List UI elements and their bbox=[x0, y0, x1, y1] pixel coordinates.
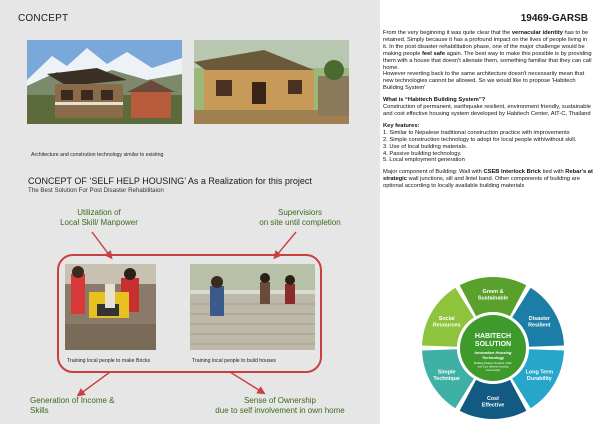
wheel-title-1: HABITECH bbox=[474, 333, 512, 340]
wheel-segment-label: Green & bbox=[482, 289, 504, 295]
wheel-segment-label: Cost bbox=[487, 396, 499, 402]
wheel-sub-3: Building Disaster Resilient, Safer bbox=[474, 362, 512, 365]
arrow-utilization bbox=[92, 232, 110, 256]
project-code: 19469-GARSB bbox=[520, 13, 588, 24]
label-supervisors-line2: on site until completion bbox=[259, 217, 341, 227]
key-feature-4: 4. Passive building technology. bbox=[383, 150, 462, 157]
photo-house-training bbox=[190, 264, 315, 350]
label-supervisors-line1: Supervisiors bbox=[277, 208, 322, 217]
description-text bbox=[383, 30, 593, 190]
label-ownership-line2: due to self involvement in own home bbox=[215, 405, 345, 415]
label-income bbox=[30, 396, 115, 415]
wheel-segment-label: Long Term bbox=[525, 369, 554, 376]
label-income-line2: Skills bbox=[30, 405, 49, 415]
key-feature-5: 5. Local employment generation bbox=[383, 157, 465, 164]
key-feature-3: 3. Use of local building materials. bbox=[383, 143, 468, 150]
page-title: CONCEPT bbox=[18, 13, 69, 24]
wheel-segment-label: Social bbox=[438, 315, 455, 322]
label-ownership-line1: Sense of Ownership bbox=[243, 396, 317, 405]
arrow-income bbox=[80, 372, 110, 394]
label-utilization-line1: Utilization of bbox=[77, 208, 121, 217]
wheel-segment-label: Technique bbox=[433, 375, 460, 382]
habitech-definition: Construction of permanent, earthquake resilient, environment friendly, sustainable and cost effective housing system developed by Habitech Center, AIT-C, Thailand bbox=[383, 104, 591, 117]
habitech-proposal: However reverting back to the same architecture doesn't necessarily mean that new technologies cannot be allowed. So we would like to propose 'Habitech Building System' bbox=[383, 71, 585, 92]
caption-architecture: Architecture and constrution technology similar to existing bbox=[31, 152, 164, 158]
wheel-segment-label: Simple bbox=[437, 369, 456, 376]
caption-bricks: Training local people to make Bricks bbox=[67, 358, 151, 364]
intro-paragraph: From the very beginning it was quite clear that the vernacular identity has to be retained. Simply because it has a profound impact on the lives of people living in it. In the post disaster rehabilitation phase, one of the major challenge would be making people feel safe again. The best way to make this possible is by providing them with a house that doesn't alienate them, something familiar that they can call home. bbox=[383, 30, 592, 71]
arrow-ownership bbox=[230, 372, 262, 392]
self-help-subtitle: The Best Solution For Post Disaster Rehabilitaion bbox=[28, 187, 164, 194]
wheel-segment-label: Durability bbox=[526, 375, 552, 382]
wheel-sub-5: communities bbox=[485, 369, 501, 372]
wheel-segment-label: Sustainable bbox=[477, 295, 509, 302]
label-utilization-line2: Local Skill/ Manpower bbox=[60, 217, 138, 227]
wheel-sub-2: Technology bbox=[481, 355, 505, 360]
wheel-sub-4: and Cost effective housing bbox=[477, 365, 509, 369]
arrow-supervisors bbox=[276, 232, 296, 256]
caption-houses: Training local people to build houses bbox=[192, 358, 277, 364]
key-features-title: Key features: bbox=[383, 122, 420, 129]
right-panel bbox=[380, 0, 600, 424]
wheel-segment-label: Resources bbox=[432, 322, 461, 329]
wheel-segment-label: Resilient bbox=[528, 322, 551, 329]
habitech-wheel bbox=[420, 275, 566, 421]
wheel-segment-label: Effective bbox=[481, 402, 505, 409]
key-feature-2: 2. Simple construction technology to adopt for local people with/without skill. bbox=[383, 136, 577, 143]
wheel-title-2: SOLUTION bbox=[474, 341, 512, 348]
label-ownership bbox=[190, 396, 370, 415]
key-feature-1: 1. Similar to Nepalese traditional construction practice with improvements bbox=[383, 129, 570, 136]
wheel-sub-1: Innovative Housing bbox=[474, 350, 512, 355]
photo-brick-training bbox=[65, 264, 156, 350]
major-component: Major component of Building: Wall with CSEB Interlock Brick tied with Rebar's at strategic wall junctions, sill and lintel band. Other components of building are optional according to locally available building materials bbox=[383, 169, 593, 190]
wheel-segment-label: Disaster bbox=[528, 315, 550, 322]
habitech-question: What is “Habitech Building System”? bbox=[383, 97, 486, 104]
label-income-line1: Generation of Income & bbox=[30, 396, 115, 405]
self-help-title: CONCEPT OF ‘SELF HELP HOUSING’ As a Realization for this project bbox=[28, 176, 312, 186]
